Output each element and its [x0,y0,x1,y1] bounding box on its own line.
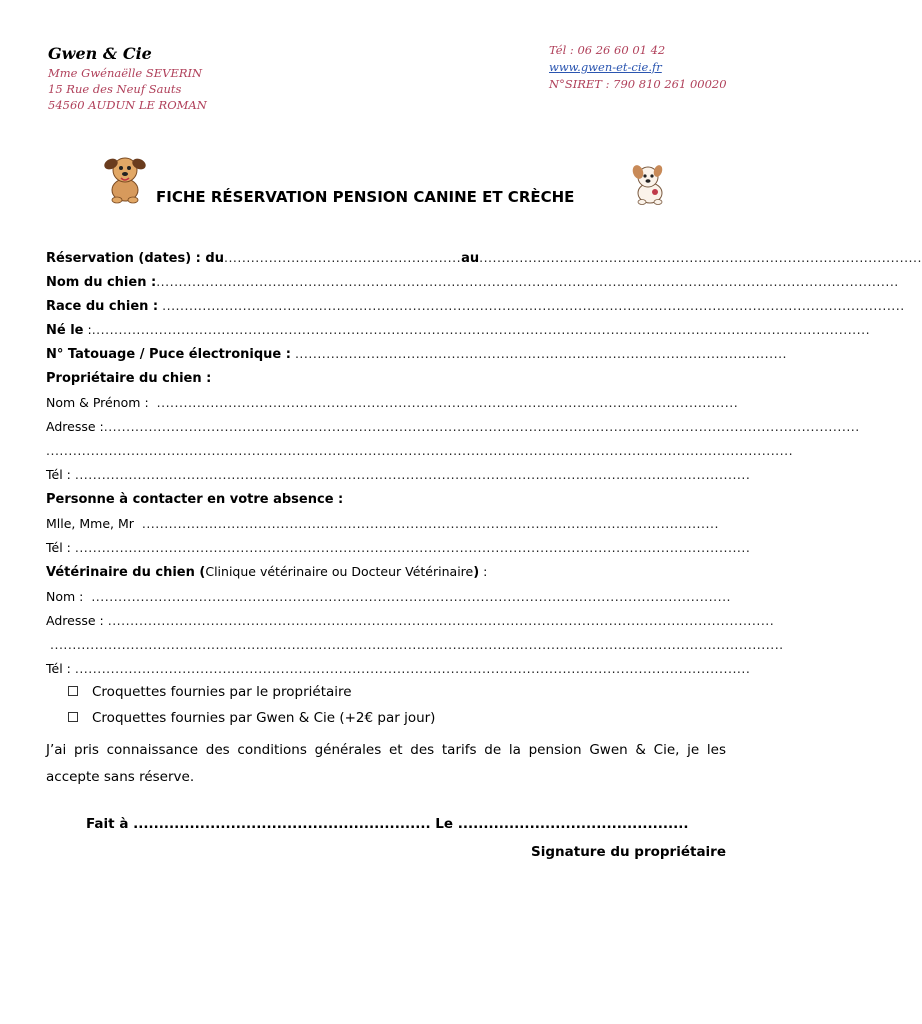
vet-heading-detail: Clinique vétérinaire ou Docteur Vétérinaire [205,564,474,579]
owner-phone-field[interactable]: ....................................................................................................................................................... [74,467,751,482]
owner-heading-row [46,369,728,387]
birth-date-field[interactable]: .............................................................................................................................................................................. [91,322,871,337]
dog-breed-row [46,297,905,315]
vet-heading-colon: : [479,564,488,579]
signature-place-date-row [86,816,689,832]
vet-name-field[interactable]: ............................................................................................................................................... [91,589,732,604]
dog-breed-label: Race du chien : [46,299,159,314]
vet-address-label: Adresse : [46,613,104,628]
company-street: 15 Rue des Neuf Sauts [48,82,182,96]
vet-name-label: Nom : [46,589,84,604]
date-label: Le [435,816,454,832]
gwen-kibble-checkbox[interactable] [68,712,78,722]
company-name: Gwen & Cie [48,44,152,63]
reservation-dates-row [46,249,922,267]
vet-phone-field[interactable]: ....................................................................................................................................................... [74,661,751,676]
company-contact-name: Mme Gwénaëlle SEVERIN [48,66,203,80]
absence-heading-row [46,490,728,508]
owner-address-line2-field[interactable]: ....................................................................................................................................................................... [46,443,794,458]
acknowledgement-text: J’ai pris connaissance des conditions générales et des tarifs de la pension Gwen & Cie, je les accepte sans réserve. [46,742,726,785]
option-owner-kibble[interactable] [68,684,708,701]
absence-contact-field[interactable]: ................................................................................................................................. [141,516,719,531]
owner-address-line2-row [46,442,794,459]
gwen-kibble-label: Croquettes fournies par Gwen & Cie (+2€ par jour) [92,710,436,726]
reservation-to-label: au [461,251,480,266]
owner-kibble-label: Croquettes fournies par le propriétaire [92,684,352,700]
vet-phone-row [46,660,751,677]
company-website-link[interactable]: www.gwen-et-cie.fr [549,60,662,74]
owner-phone-row [46,466,751,483]
reservation-to-field[interactable]: ................................................................................................... [479,250,922,265]
tattoo-label: N° Tatouage / Puce électronique : [46,347,291,362]
reservation-from-field[interactable]: ..................................................... [223,250,462,265]
brown-dog-icon [100,152,150,204]
vet-heading-row [46,563,728,581]
absence-phone-row [46,539,751,556]
owner-name-label: Nom & Prénom : [46,395,149,410]
vet-heading: Vétérinaire du chien ( [46,565,206,580]
vet-heading-close: ) [473,565,480,580]
vet-address-line2-field[interactable]: .................................................................................................................................................................... [50,637,784,652]
dog-name-row [46,273,899,291]
absence-contact-label: Mlle, Mme, Mr [46,516,134,531]
vet-address-row [46,612,775,629]
dog-name-field[interactable]: ...................................................................................................................................................................... [156,274,899,289]
vet-name-row [46,588,732,605]
owner-heading: Propriétaire du chien : [46,371,212,386]
dog-name-label: Nom du chien : [46,275,157,290]
date-field[interactable]: ............................................. [457,816,689,832]
place-label: Fait à [86,816,129,832]
owner-kibble-checkbox[interactable] [68,686,78,696]
owner-phone-label: Tél : [46,467,71,482]
place-field[interactable]: .......................................................... [133,816,431,832]
company-siret: N°SIRET : 790 810 261 00020 [549,77,727,91]
owner-name-row [46,394,739,411]
birth-date-label: Né le [46,323,84,338]
form-title: FICHE RÉSERVATION PENSION CANINE ET CRÈCHE [156,188,575,206]
white-dog-icon [628,162,670,206]
absence-heading: Personne à contacter en votre absence : [46,492,344,507]
tattoo-field[interactable]: .............................................................................................................. [294,346,788,361]
birth-date-row: Né le :.............................................................................................................................................................................. [46,322,871,338]
tattoo-row [46,345,788,363]
owner-address-field[interactable]: ......................................................................................................................................................................... [103,419,860,434]
reservation-label: Réservation (dates) : du [46,251,224,266]
absence-phone-label: Tél : [46,540,71,555]
company-phone: Tél : 06 26 60 01 42 [549,43,666,57]
company-city: 54560 AUDUN LE ROMAN [48,98,207,112]
option-gwen-kibble[interactable] [68,710,708,727]
owner-signature-label: Signature du propriétaire [531,844,726,860]
vet-address-field[interactable]: ..................................................................................................................................................... [107,613,775,628]
owner-address-label: Adresse : [46,419,104,434]
dog-breed-field[interactable]: ...................................................................................................................................................................... [162,298,905,313]
absence-phone-field[interactable]: ....................................................................................................................................................... [74,540,751,555]
vet-address-line2-row [50,636,784,653]
absence-contact-row [46,515,719,532]
owner-address-row [46,418,860,435]
vet-phone-label: Tél : [46,661,71,676]
owner-name-field[interactable]: .................................................................................................................................. [156,395,739,410]
